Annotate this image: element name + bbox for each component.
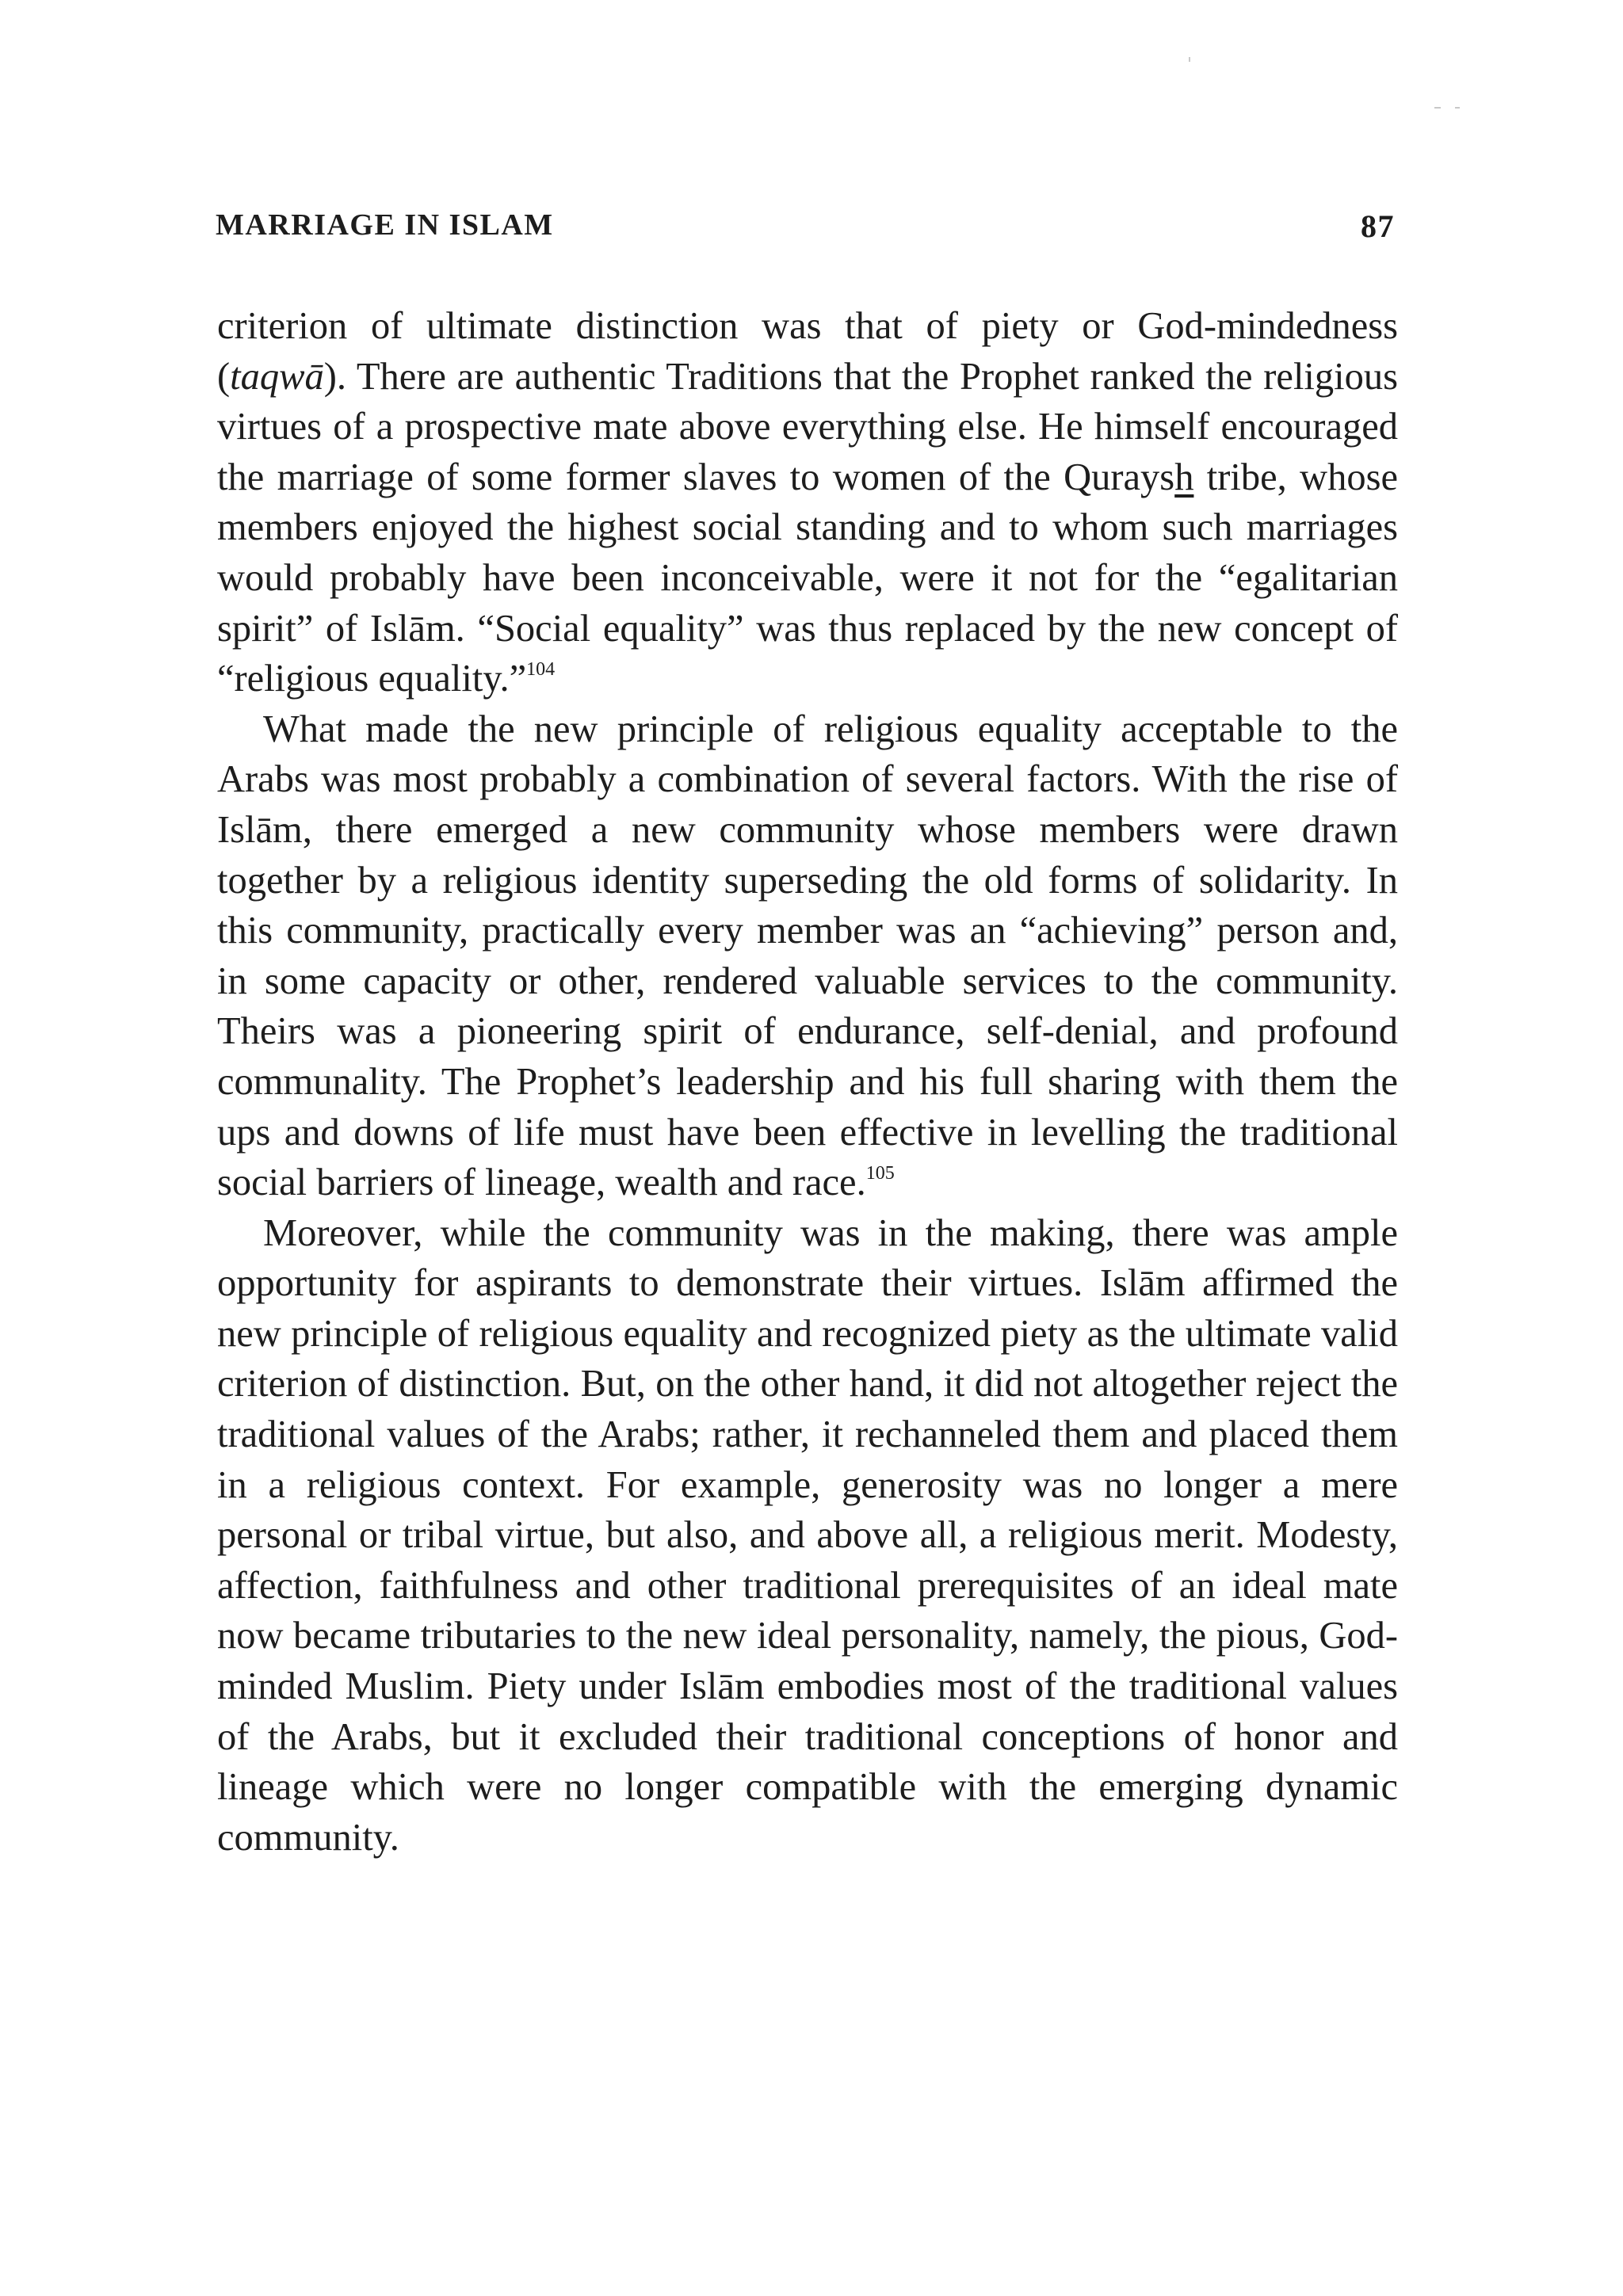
italic-term: taqwā [230, 355, 324, 398]
scan-speck [1455, 107, 1460, 109]
paragraph-2 [217, 704, 1398, 1208]
footnote-reference: 105 [865, 1163, 895, 1184]
chapter-title: MARRIAGE IN ISLAM [216, 208, 554, 242]
text-run: criterion of ultimate distinction was that of piety or God-mindedness ( [217, 305, 1398, 398]
scan-speck [1189, 57, 1190, 62]
transliteration-mark: h [1174, 456, 1194, 498]
text-run: ). There are authentic Traditions that the Prophet ranked the religious virtues of a prospective mate above everything else. He himself encouraged the marriage of some former slaves to women of the Qurays [217, 355, 1398, 498]
text-run: Moreover, while the community was in the making, there was ample opportunity for aspirants to demonstrate their virtues. Islām affirmed the new principle of religious equality and recognized piety as the ultimate valid criterion of distinction. But, on the other hand, it did not altogether reject the traditional values of the Arabs; rather, it rechanneled them and placed them in a religious context. For example, generosity was no longer a mere personal or tribal virtue, but also, and above all, a religious merit. Modesty, affection, faithfulness and other traditional prerequisites of an ideal mate now became tributaries to the new ideal personality, namely, the pious, God-minded Muslim. Piety under Islām embodies most of the traditional values of the Arabs, but it excluded their traditional conceptions of honor and lineage which were no longer compatible with the emerging dynamic community. [217, 1211, 1398, 1859]
body-text [217, 301, 1398, 1863]
paragraph-1 [217, 301, 1398, 704]
text-run: tribe, whose members enjoyed the highest social standing and to whom such marriages would probably have been inconceivable, were it not for the “egalitarian spirit” of Islām. “Social equality” was thus replaced by the new concept of “religious equality.” [217, 456, 1398, 700]
footnote-reference: 104 [526, 659, 556, 681]
running-head [216, 208, 1395, 247]
scan-speck [1434, 107, 1441, 109]
text-run: What made the new principle of religious equality acceptable to the Arabs was most probably a combination of several factors. With the rise of Islām, there emerged a new community whose members were drawn together by a religious identity superseding the old forms of solidarity. In this community, practically every member was an “achieving” person and, in some capacity or other, rendered valuable services to the community. Theirs was a pioneering spirit of endurance, self-denial, and profound communality. The Prophet’s leadership and his full sharing with them the ups and downs of life must have been effective in levelling the traditional social barriers of lineage, wealth and race. [217, 707, 1398, 1204]
paragraph-3 [217, 1208, 1398, 1863]
page-number: 87 [1361, 208, 1395, 244]
